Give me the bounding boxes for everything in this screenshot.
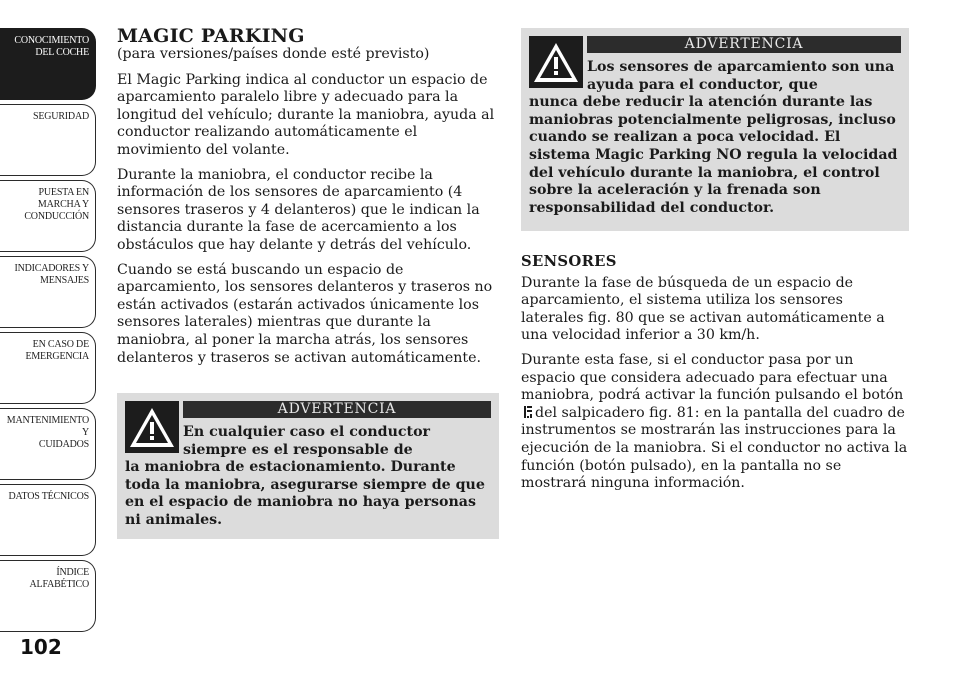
chapter-tab-label: MENSAJES — [40, 275, 89, 286]
warning-text — [125, 424, 491, 530]
warning-triangle-icon — [125, 401, 179, 453]
paragraph-text: del salpicadero fig. 81: en la pantalla del cuadro de instrumentos se mostrarán las instrucciones para la ejecución de la maniobra. Si el conductor no activa la función (botón pulsado), en la pantalla no se mostrará ninguna información. — [521, 404, 908, 492]
chapter-tab-label: ALFABÉTICO — [29, 579, 89, 590]
warning-box — [117, 393, 499, 539]
chapter-tab[interactable] — [0, 484, 96, 556]
section-title: MAGIC PARKING — [117, 25, 305, 47]
chapter-tab-label: PUESTA EN — [38, 187, 89, 198]
warning-triangle-icon — [529, 36, 583, 88]
paragraph — [521, 352, 909, 493]
chapter-tab-label: DATOS TÉCNICOS — [8, 491, 89, 502]
paragraph: Cuando se está buscando un espacio de aparcamiento, los sensores delanteros y traseros no están activados (estarán activados únicamente los sensores laterales) mientras que durante la maniobra, al poner la marcha atrás, los sensores delanteros y traseros se activan automáticamente. — [117, 261, 493, 366]
right-column — [521, 28, 909, 500]
warning-rest: la maniobra de estacionamiento. Durante toda la maniobra, asegurarse siempre de que en el espacio de maniobra no haya personas ni animales. — [125, 459, 485, 529]
chapter-tab[interactable] — [0, 28, 96, 100]
warning-rest: nunca debe reducir la atención durante las maniobras potencialmente peligrosas, incluso cuando se realizan a poca velocidad. El sistema Magic Parking NO regula la velocidad del vehículo durante la maniobra, el control sobre la aceleración y la frenada son responsabilidad del conductor. — [529, 94, 898, 216]
warning-heading: ADVERTENCIA — [587, 36, 901, 53]
subsection-title: SENSORES — [521, 253, 617, 270]
warning-lead: Los sensores de aparcamiento son una ayuda para el conductor, que — [587, 59, 895, 93]
chapter-tab[interactable] — [0, 332, 96, 404]
chapter-tab-label: EN CASO DE — [32, 339, 89, 350]
warning-lead: En cualquier caso el conductor siempre es el responsable de — [183, 424, 431, 458]
chapter-tab-label: DEL COCHE — [35, 47, 89, 58]
page-number: 102 — [20, 635, 62, 659]
chapter-tab[interactable] — [0, 256, 96, 328]
chapter-tab-label: EMERGENCIA — [25, 351, 89, 362]
paragraph: El Magic Parking indica al conductor un espacio de aparcamiento paralelo libre y adecuado para la longitud del vehículo; durante la maniobra, ayuda al conductor realizando automáticamente el movimiento del volante. — [117, 71, 495, 158]
chapter-tab-label: SEGURIDAD — [33, 111, 89, 122]
chapter-tab[interactable] — [0, 408, 96, 480]
warning-heading: ADVERTENCIA — [183, 401, 491, 418]
chapter-tab-label: INDICADORES Y — [14, 263, 89, 274]
chapter-tab-label: ÍNDICE — [56, 567, 89, 578]
parking-button-icon — [523, 405, 533, 419]
chapter-tab[interactable] — [0, 180, 96, 252]
chapter-tab-label: CUIDADOS — [38, 439, 89, 450]
paragraph: Durante la maniobra, el conductor recibe la información de los sensores de aparcamiento (4 sensores traseros y 4 delanteros) que le indican la distancia durante la fase de acercamiento a los obstáculos que hay delante y detrás del vehículo. — [117, 166, 480, 253]
section-subtitle: (para versiones/países donde esté previsto) — [117, 46, 430, 62]
warning-text — [529, 59, 901, 217]
paragraph: Durante la fase de búsqueda de un espacio de aparcamiento, el sistema utiliza los sensores laterales fig. 80 que se activan automáticamente a una velocidad inferior a 30 km/h. — [521, 274, 885, 344]
chapter-tab-label: MARCHA Y — [37, 199, 89, 210]
chapter-tab[interactable] — [0, 560, 96, 632]
left-column — [117, 26, 499, 539]
chapter-tab[interactable] — [0, 104, 96, 176]
paragraph-text: Durante esta fase, si el conductor pasa por un espacio que considera adecuado para efectuar una maniobra, podrá activar la función pulsando el botón — [521, 351, 904, 404]
warning-box — [521, 28, 909, 231]
chapter-tab-label: MANTENIMIENTO Y — [6, 415, 89, 438]
chapter-tab-label: CONOCIMIENTO — [14, 35, 89, 46]
chapter-tab-label: CONDUCCIÓN — [24, 211, 89, 222]
